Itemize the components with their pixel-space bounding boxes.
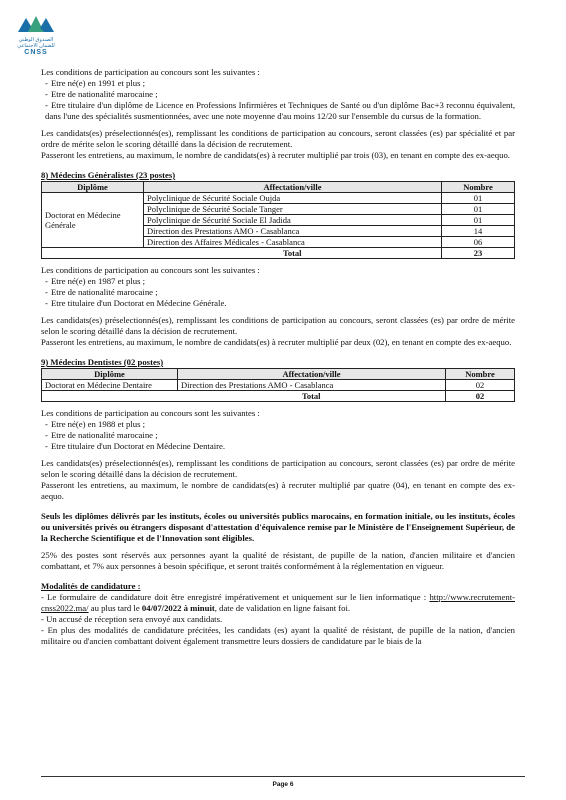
- condition-item: - Etre né(e) en 1988 et plus ;: [45, 419, 146, 429]
- section-8-table: [41, 181, 515, 259]
- recruitment-link[interactable]: http://www.recrutement-cnss2022.ma/: [41, 592, 515, 613]
- affectation-cell: Direction des Affaires Médicales - Casablanca: [144, 237, 442, 248]
- nombre-cell: 02: [446, 380, 515, 391]
- section-9-table: [41, 368, 515, 402]
- col-diplome: Diplôme: [42, 369, 178, 380]
- modalites-title: Modalités de candidature :: [41, 581, 141, 591]
- condition-item: - Etre de nationalité marocaine ;: [45, 287, 158, 297]
- page-number: Page 6: [272, 781, 294, 788]
- table-header-row: [42, 182, 515, 193]
- total-value: 23: [442, 248, 515, 259]
- condition-item: - Etre de nationalité marocaine ;: [45, 430, 158, 440]
- affectation-cell: Direction des Prestations AMO - Casablanca: [144, 226, 442, 237]
- affectation-cell: Polyclinique de Sécurité Sociale Oujda: [144, 193, 442, 204]
- nombre-cell: 01: [442, 215, 515, 226]
- condition-item: - Etre titulaire d'un Doctorat en Médecine Dentaire.: [45, 441, 226, 451]
- col-nombre: Nombre: [446, 369, 515, 380]
- affectation-cell: Polyclinique de Sécurité Sociale Tanger: [144, 204, 442, 215]
- interview-text: Passeront les entretiens, au maximum, le nombre de candidats(es) à recruter multiplié par deux (02), en tenant en compte des ex-aequo.: [41, 337, 512, 347]
- nombre-cell: 01: [442, 204, 515, 215]
- conditions-title: Les conditions de participation au concours sont les suivantes :: [41, 408, 260, 418]
- modalites-line-3: - En plus des modalités de candidature précitées, les candidats (es) ayant la qualité de résistant, de pupille de la nation, d'ancien militaire ou d'ancien combattant doivent également transmettre leurs dossiers de candidature par le biais de la: [41, 625, 515, 646]
- cnss-emblem-icon: [16, 12, 56, 36]
- table-total-row: [42, 248, 515, 259]
- quota-text: 25% des postes sont réservés aux personnes ayant la qualité de résistant, de pupille de la nation, d'ancien militaire et d'ancien combattant, et 7% aux personnes à besoin spécifique, et seront traités conformément à la réglementation en vigueur.: [41, 550, 515, 571]
- table-row: [42, 380, 515, 391]
- modalites-line-2: - Un accusé de réception sera envoyé aux candidats.: [41, 614, 223, 624]
- selection-text: Les candidats(es) préselectionnés(es), remplissant les conditions de participation au concours, seront classées (es) par ordre de mérite selon le scoring détaillé dans la décision de recrutement.: [41, 315, 515, 336]
- table-row: [42, 193, 515, 204]
- selection-text: Les candidats(es) préselectionnés(es), remplissant les conditions de participation au concours, seront classées (es) par spécialité et par ordre de mérite selon le scoring détaillé dans la décision de recrutement.: [41, 128, 515, 149]
- table-header-row: [42, 369, 515, 380]
- condition-item: - Etre titulaire d'un diplôme de Licence en Professions Infirmières et Techniques de Santé ou d'un diplôme Bac+3 reconnu équivalent, dans l'une des spécialités susmentionnées, avec une note moyenne d'au moins 12/20 sur l'ensemble du cursus de la formation.: [45, 100, 515, 121]
- nombre-cell: 01: [442, 193, 515, 204]
- cnss-logo: [16, 12, 56, 57]
- logo-cnss-text: CNSS: [24, 49, 48, 56]
- interview-text: Passeront les entretiens, au maximum, le nombre de candidats(es) à recruter multiplié par quatre (04), en tenant en compte des ex-aequo.: [41, 480, 515, 501]
- nombre-cell: 14: [442, 226, 515, 237]
- col-nombre: Nombre: [442, 182, 515, 193]
- condition-item: - Etre né(e) en 1987 et plus ;: [45, 276, 146, 286]
- condition-item: - Etre titulaire d'un Doctorat en Médecine Générale.: [45, 298, 227, 308]
- section-8-title: 8) Médecins Généralistes (23 postes): [41, 170, 176, 180]
- section-9-title: 9) Médecins Dentistes (02 postes): [41, 357, 164, 367]
- affectation-cell: Polyclinique de Sécurité Sociale El Jadida: [144, 215, 442, 226]
- conditions-title: Les conditions de participation au concours sont les suivantes :: [41, 265, 260, 275]
- nombre-cell: 06: [442, 237, 515, 248]
- condition-item: - Etre né(e) en 1991 et plus ;: [45, 78, 146, 88]
- diplomas-notice: Seuls les diplômes délivrés par les instituts, écoles ou universités publics marocains, en formation initiale, ou les instituts, écoles ou universités privés ou étrangers disposant d'attestation d'équivalence remise par le Ministère de l'Enseignement Supérieur, de la Recherche Scientifique et de l'Innovation sont éligibles.: [41, 511, 515, 543]
- total-value: 02: [446, 391, 515, 402]
- diploma-cell: Doctorat en Médecine Dentaire: [42, 380, 178, 391]
- affectation-cell: Direction des Prestations AMO - Casablanca: [178, 380, 446, 391]
- page-content: [41, 67, 515, 647]
- logo-arabic-text: الصندوق الوطني للضمان الاجتماعي: [17, 37, 55, 49]
- deadline: 04/07/2022 à minuit: [141, 603, 215, 613]
- table-total-row: [42, 391, 515, 402]
- selection-text: Les candidats(es) préselectionnés(es), remplissant les conditions de participation au concours, seront classées (es) par ordre de mérite selon le scoring détaillé dans la décision de recrutement.: [41, 458, 515, 479]
- condition-item: - Etre de nationalité marocaine ;: [45, 89, 158, 99]
- interview-text: Passeront les entretiens, au maximum, le nombre de candidats(es) à recruter multiplié par trois (03), en tenant en compte des ex-aequo.: [41, 150, 510, 160]
- diploma-cell: Doctorat en Médecine Générale: [42, 193, 144, 248]
- col-affectation: Affectation/ville: [144, 182, 442, 193]
- col-affectation: Affectation/ville: [178, 369, 446, 380]
- col-diplome: Diplôme: [42, 182, 144, 193]
- total-label: Total: [178, 391, 446, 402]
- page-footer: [41, 776, 525, 790]
- modalites-line-1: - Le formulaire de candidature doit être enregistré impérativement et uniquement sur le lien informatique : http://www.recrutement-cnss2022.ma/ au plus tard le 04/07/2022 à minuit, date de validation en ligne faisant foi.: [41, 592, 515, 613]
- total-label: Total: [144, 248, 442, 259]
- conditions-title: Les conditions de participation au concours sont les suivantes :: [41, 67, 260, 77]
